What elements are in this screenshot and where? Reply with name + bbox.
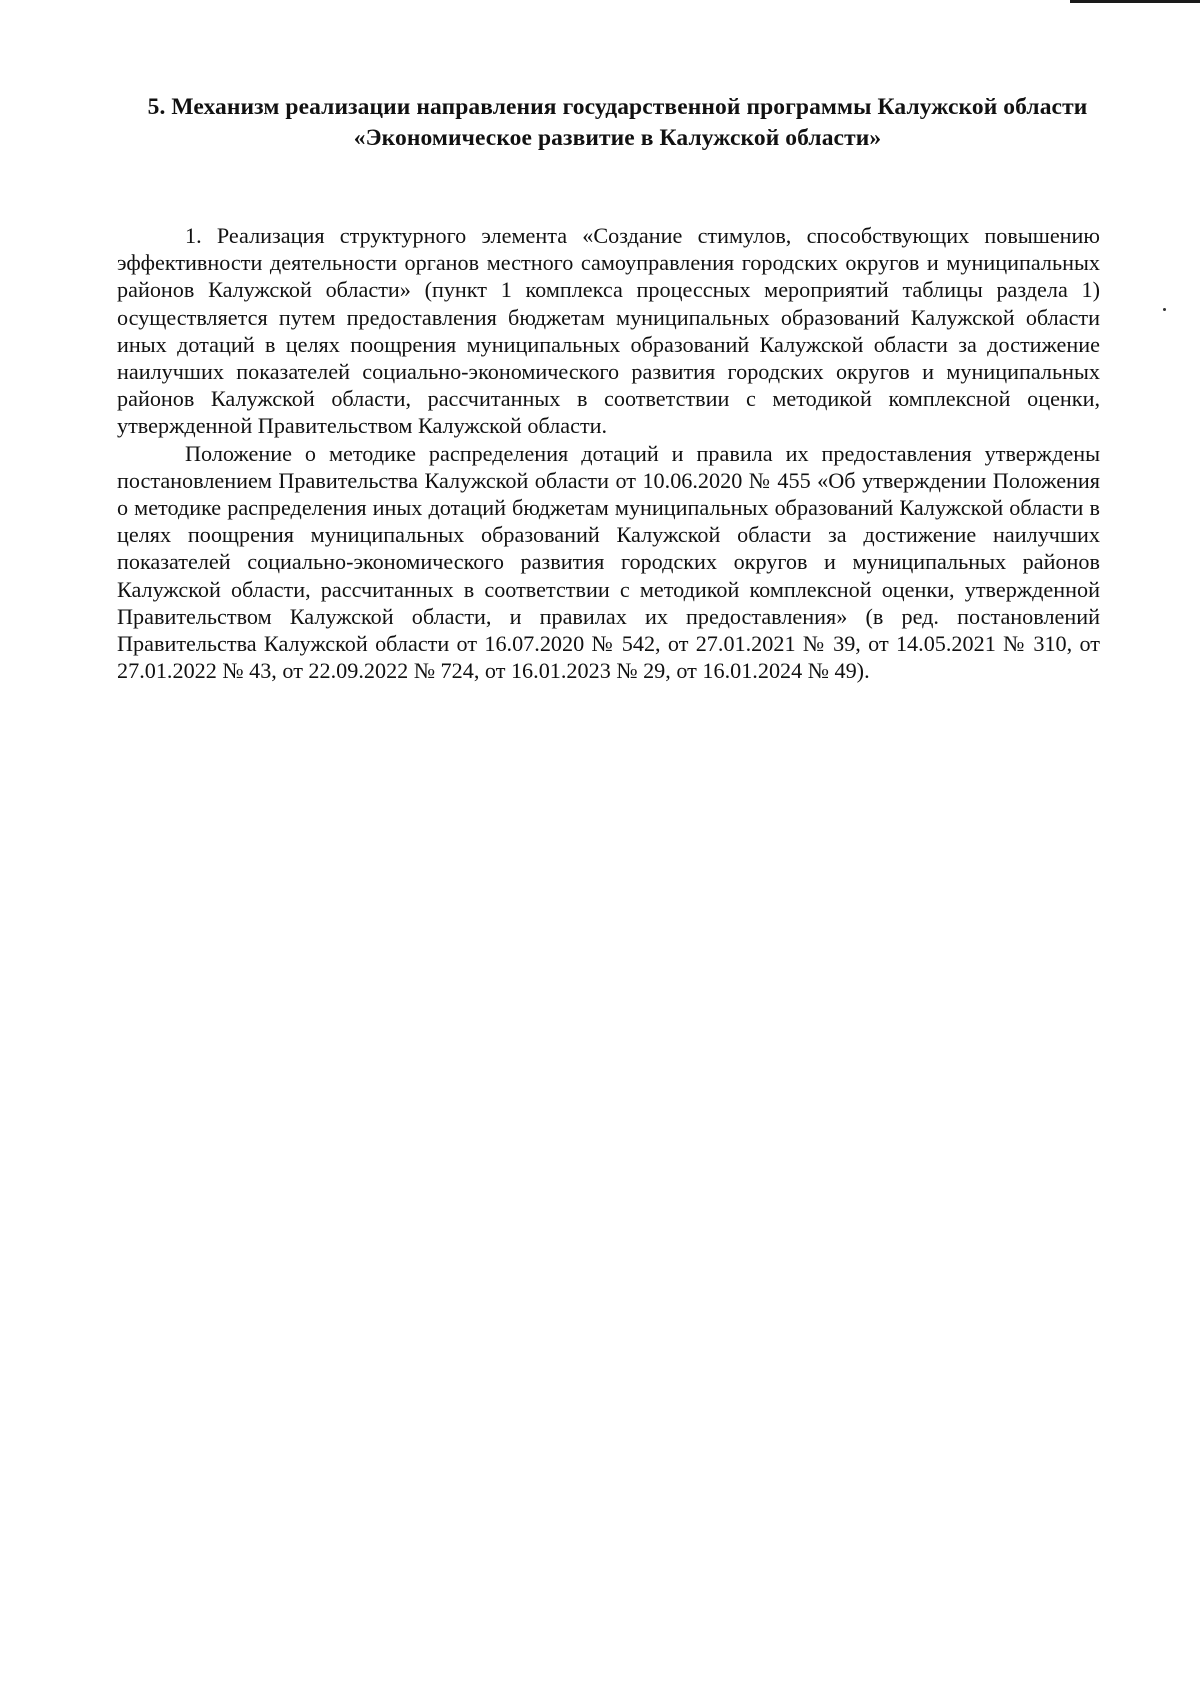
document-body [117, 222, 1100, 684]
paragraph-implementation: 1. Реализация структурного элемента «Создание стимулов, способствующих повышению эффективности деятельности органов местного самоуправления городских округов и муниципальных районов Калужской области» (пункт 1 комплекса процессных мероприятий таблицы раздела 1) осуществляется путем предоставления бюджетам муниципальных образований Калужской области иных дотаций в целях поощрения муниципальных образований Калужской области за достижение наилучших показателей социально-экономического развития городских округов и муниципальных районов Калужской области, рассчитанных в соответствии с методикой комплексной оценки, утвержденной Правительством Калужской области. [117, 223, 1100, 439]
paragraph-regulation: Положение о методике распределения дотаций и правила их предоставления утверждены постановлением Правительства Калужской области от 10.06.2020 № 455 «Об утверждении Положения о методике распределения иных дотаций бюджетам муниципальных образований Калужской области в целях поощрения муниципальных образований Калужской области за достижение наилучших показателей социально-экономического развития городских округов и муниципальных районов Калужской области, рассчитанных в соответствии с методикой комплексной оценки, утвержденной Правительством Калужской области, и правилах их предоставления» (в ред. постановлений Правительства Калужской области от 16.07.2020 № 542, от 27.01.2021 № 39, от 14.05.2021 № 310, от 27.01.2022 № 43, от 22.09.2022 № 724, от 16.01.2023 № 29, от 16.01.2024 № 49). [117, 440, 1100, 684]
scan-edge-rule [1070, 0, 1200, 3]
section-heading: 5. Механизм реализации направления государственной программы Калужской области «Экономическое развитие в Калужской области» [147, 94, 1088, 151]
scan-speck [1163, 308, 1166, 311]
